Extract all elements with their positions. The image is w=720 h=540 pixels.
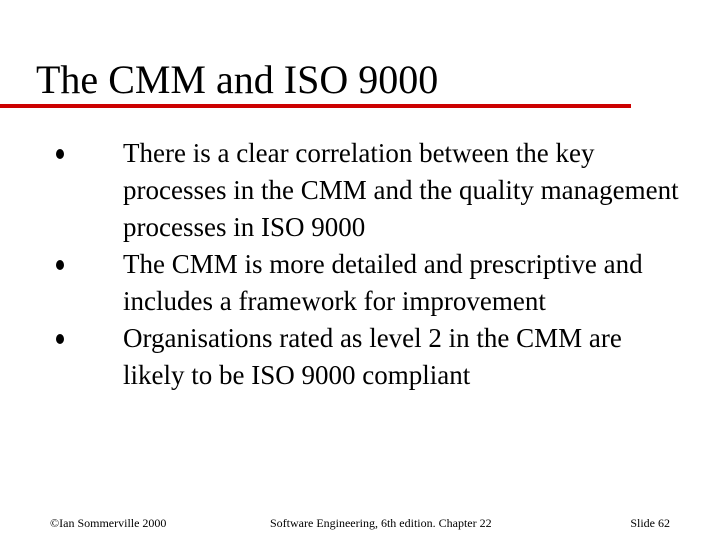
bullet-dot-icon xyxy=(56,334,64,344)
bullet-text: Organisations rated as level 2 in the CMM are likely to be ISO 9000 compliant xyxy=(123,323,622,390)
bullet-item xyxy=(0,320,720,394)
bullet-item xyxy=(0,135,720,246)
bullet-dot-icon xyxy=(56,260,64,270)
title-underline xyxy=(0,104,631,108)
bullet-list xyxy=(0,135,720,394)
bullet-text: The CMM is more detailed and prescriptive and includes a framework for improvement xyxy=(123,249,643,316)
footer-copyright: ©Ian Sommerville 2000 xyxy=(50,516,167,530)
footer-book-reference: Software Engineering, 6th edition. Chapter 22 xyxy=(270,516,492,530)
bullet-item xyxy=(0,246,720,320)
bullet-text: There is a clear correlation between the key processes in the CMM and the quality management processes in ISO 9000 xyxy=(123,138,679,242)
bullet-dot-icon xyxy=(56,149,64,159)
slide-title: The CMM and ISO 9000 xyxy=(36,57,439,102)
footer-slide-number: Slide 62 xyxy=(630,516,670,530)
